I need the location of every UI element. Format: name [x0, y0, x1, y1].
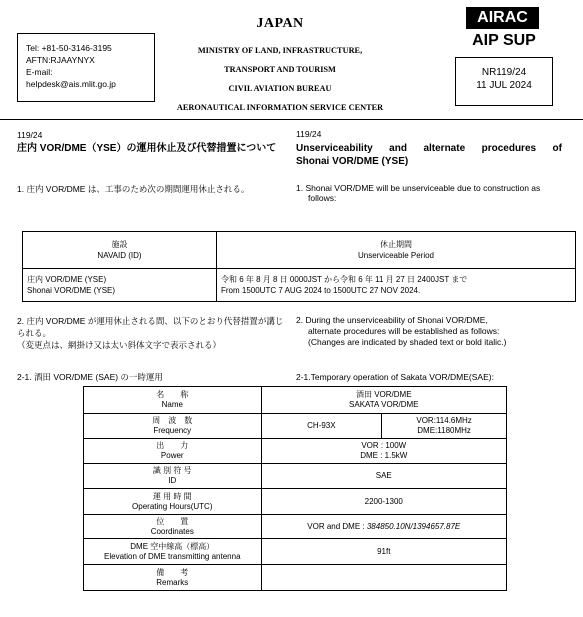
- label-jp: 出 力: [156, 441, 189, 450]
- right-subheading: 2-1.Temporary operation of Sakata VOR/DME(SAE):: [296, 372, 494, 382]
- right-para-2: 2. During the unserviceability of Shonai VOR/DME,: [296, 315, 488, 325]
- value-id: SAE: [261, 464, 506, 489]
- value-line: VOR : 100W: [361, 441, 407, 450]
- label-jp: DME 空中線高（標高）: [130, 541, 215, 551]
- label-en: Operating Hours(UTC): [132, 501, 213, 511]
- value-power: [261, 439, 506, 464]
- period-en: From 1500UTC 7 AUG 2024 to 1500UTC 27 NOV 2024.: [221, 286, 421, 295]
- ministry-line-2: TRANSPORT AND TOURISM: [224, 65, 336, 74]
- table-row: [84, 439, 507, 464]
- label-jp: 運 用 時 間: [152, 491, 192, 501]
- navaid-cell: [23, 269, 217, 302]
- table-row: [84, 489, 507, 515]
- country-title: JAPAN: [256, 16, 304, 31]
- right-para-2-note: (Changes are indicated by shaded text or bold italic.): [308, 337, 507, 347]
- label-en: Name: [161, 400, 183, 409]
- label-power: [84, 439, 262, 464]
- table-header-row: [23, 232, 576, 269]
- header-navaid-jp: 施設: [111, 240, 128, 249]
- label-jp: 名 称: [156, 390, 189, 399]
- table-row: [84, 515, 507, 539]
- table-row: [23, 269, 576, 302]
- value-line: SAKATA VOR/DME: [349, 400, 419, 409]
- sup-date: 11 JUL 2024: [476, 80, 532, 91]
- label-en: Remarks: [156, 577, 189, 587]
- label-jp: 周 波 数: [152, 416, 193, 425]
- ais-center-line: AERONAUTICAL INFORMATION SERVICE CENTER: [176, 103, 384, 112]
- label-jp: 識 別 符 号: [152, 466, 192, 475]
- right-title-line-2: Shonai VOR/DME (YSE): [296, 156, 409, 167]
- sup-number: NR119/24: [481, 67, 527, 78]
- header-period: [217, 232, 576, 269]
- value-hours: 2200-1300: [261, 489, 506, 515]
- label-name: [84, 387, 262, 414]
- period-jp: 令和 6 年 8 月 8 日 0000JST から令和 6 年 11 月 27 日 2400JST まで: [221, 275, 468, 284]
- left-para-2: 2. 庄内 VOR/DME が運用休止される間、以下のとおり代替措置が講じられる。: [17, 316, 284, 338]
- label-en: ID: [168, 476, 177, 485]
- right-number: 119/24: [296, 129, 322, 139]
- right-title-line-1: Unserviceability and alternate procedures of: [296, 143, 562, 154]
- right-para-2-cont: alternate procedures will be established as follows:: [308, 326, 500, 336]
- airac-badge: AIRAC: [466, 7, 539, 29]
- left-title: 庄内 VOR/DME（YSE）の運用休止及び代替措置について: [17, 143, 277, 154]
- value-line: VOR:114.6MHz: [416, 416, 472, 425]
- label-en: Coordinates: [150, 526, 194, 536]
- value-line: DME : 1.5kW: [360, 451, 408, 460]
- value-line: DME:1180MHz: [417, 426, 471, 435]
- label-jp: 備 考: [156, 567, 189, 577]
- header-navaid: [23, 232, 217, 269]
- left-para-2-note: （変更点は、網掛け又は太い斜体文字で表示される）: [17, 340, 222, 350]
- table-row: [84, 539, 507, 565]
- value-coordinates: [261, 515, 506, 539]
- label-jp: 位 置: [156, 516, 189, 526]
- value-remarks: [261, 565, 506, 591]
- coord-value: 384850.10N/1394657.87E: [366, 521, 461, 531]
- right-para-1: 1. Shonai VOR/DME will be unserviceable due to construction as: [296, 183, 541, 193]
- table-row: [84, 464, 507, 489]
- left-subheading: 2-1. 酒田 VOR/DME (SAE) の一時運用: [17, 372, 163, 382]
- coord-prefix: VOR and DME :: [307, 521, 367, 531]
- value-elevation: 91ft: [261, 539, 506, 565]
- header-period-en: Unserviceable Period: [357, 251, 435, 260]
- header-period-jp: 休止期間: [380, 240, 412, 249]
- aip-sup-label: AIP SUP: [472, 32, 536, 49]
- value-line: 酒田 VOR/DME: [355, 390, 412, 399]
- issuer-header: [160, 16, 400, 117]
- right-para-1-cont: follows:: [308, 193, 337, 203]
- label-frequency: [84, 414, 262, 439]
- label-en: Frequency: [153, 426, 192, 435]
- unserviceable-table: [22, 231, 576, 302]
- label-coordinates: [84, 515, 262, 539]
- table-row: [84, 387, 507, 414]
- label-id: [84, 464, 262, 489]
- left-para-1: 1. 庄内 VOR/DME は、工事のため次の期間運用休止される。: [17, 184, 250, 194]
- sakata-vordme-table: [83, 386, 507, 591]
- label-hours: [84, 489, 262, 515]
- period-cell: [217, 269, 576, 302]
- value-channel: CH-93X: [261, 414, 382, 439]
- label-remarks: [84, 565, 262, 591]
- ministry-line: MINISTRY OF LAND, INFRASTRUCTURE,: [197, 46, 363, 55]
- table-row: [84, 414, 507, 439]
- navaid-en: Shonai VOR/DME (YSE): [27, 286, 116, 295]
- table-row: [84, 565, 507, 591]
- contact-email-label: E-mail:: [26, 67, 53, 77]
- label-en: Power: [160, 451, 184, 460]
- contact-aftn: AFTN:RJAAYNYX: [26, 55, 95, 65]
- contact-box: [17, 33, 155, 102]
- left-number: 119/24: [17, 130, 43, 140]
- bureau-line: CIVIL AVIATION BUREAU: [228, 84, 332, 93]
- contact-tel: Tel: +81-50-3146-3195: [26, 43, 112, 53]
- label-elevation: [84, 539, 262, 565]
- navaid-jp: 庄内 VOR/DME (YSE): [27, 275, 107, 284]
- sup-number-box: [455, 57, 553, 106]
- value-name: [261, 387, 506, 414]
- header-navaid-en: NAVAID (ID): [97, 251, 142, 260]
- label-en: Elevation of DME transmitting antenna: [104, 551, 241, 561]
- header-divider: [0, 119, 583, 120]
- contact-email[interactable]: helpdesk@ais.mlit.go.jp: [26, 79, 116, 89]
- value-frequency: [382, 414, 507, 439]
